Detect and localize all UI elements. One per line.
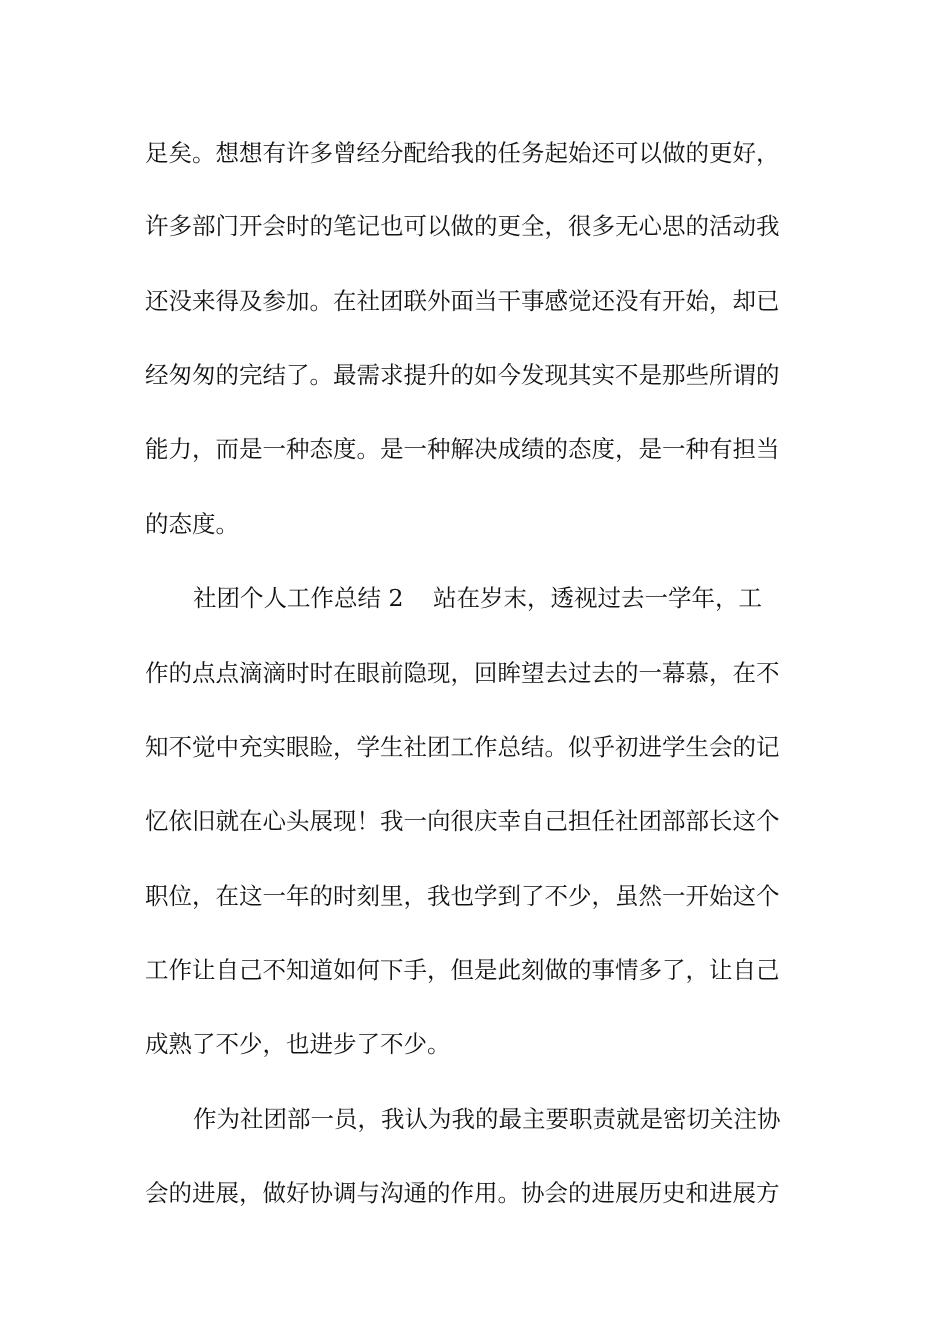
text-line: 忆依旧就在心头展现！我一向很庆幸自己担任社团部部长这个	[145, 807, 780, 835]
text-line: 工作让自己不知道如何下手，但是此刻做的事情多了，让自己	[145, 956, 780, 984]
text-line: 还没来得及参加。在社团联外面当干事感觉还没有开始，却已	[145, 287, 780, 315]
text-line: 知不觉中充实眼睑，学生社团工作总结。似乎初进学生会的记	[145, 733, 780, 761]
section-lead-text: 站在岁末，透视过去一学年，工	[433, 584, 762, 612]
section-heading-line	[193, 578, 815, 618]
text-line: 会的进展，做好协调与沟通的作用。协会的进展历史和进展方	[145, 1179, 780, 1207]
text-line: 许多部门开会时的笔记也可以做的更全，很多无心思的活动我	[145, 212, 780, 240]
text-line: 成熟了不少，也进步了不少。	[145, 1030, 451, 1058]
text-line: 作为社团部一员，我认为我的最主要职责就是密切关注协	[193, 1105, 781, 1133]
text-line: 的态度。	[145, 510, 239, 538]
text-line: 经匆匆的完结了。最需求提升的如今发现其实不是那些所谓的	[145, 361, 780, 389]
text-line: 作的点点滴滴时时在眼前隐现，回眸望去过去的一幕慕，在不	[145, 659, 780, 687]
text-line: 能力，而是一种态度。是一种解决成绩的态度，是一种有担当	[145, 435, 780, 463]
text-line: 足矣。想想有许多曾经分配给我的任务起始还可以做的更好，	[145, 139, 780, 167]
text-line: 职位，在这一年的时刻里，我也学到了不少，虽然一开始这个	[145, 882, 780, 910]
section-title: 社团个人工作总结 2	[193, 584, 404, 612]
